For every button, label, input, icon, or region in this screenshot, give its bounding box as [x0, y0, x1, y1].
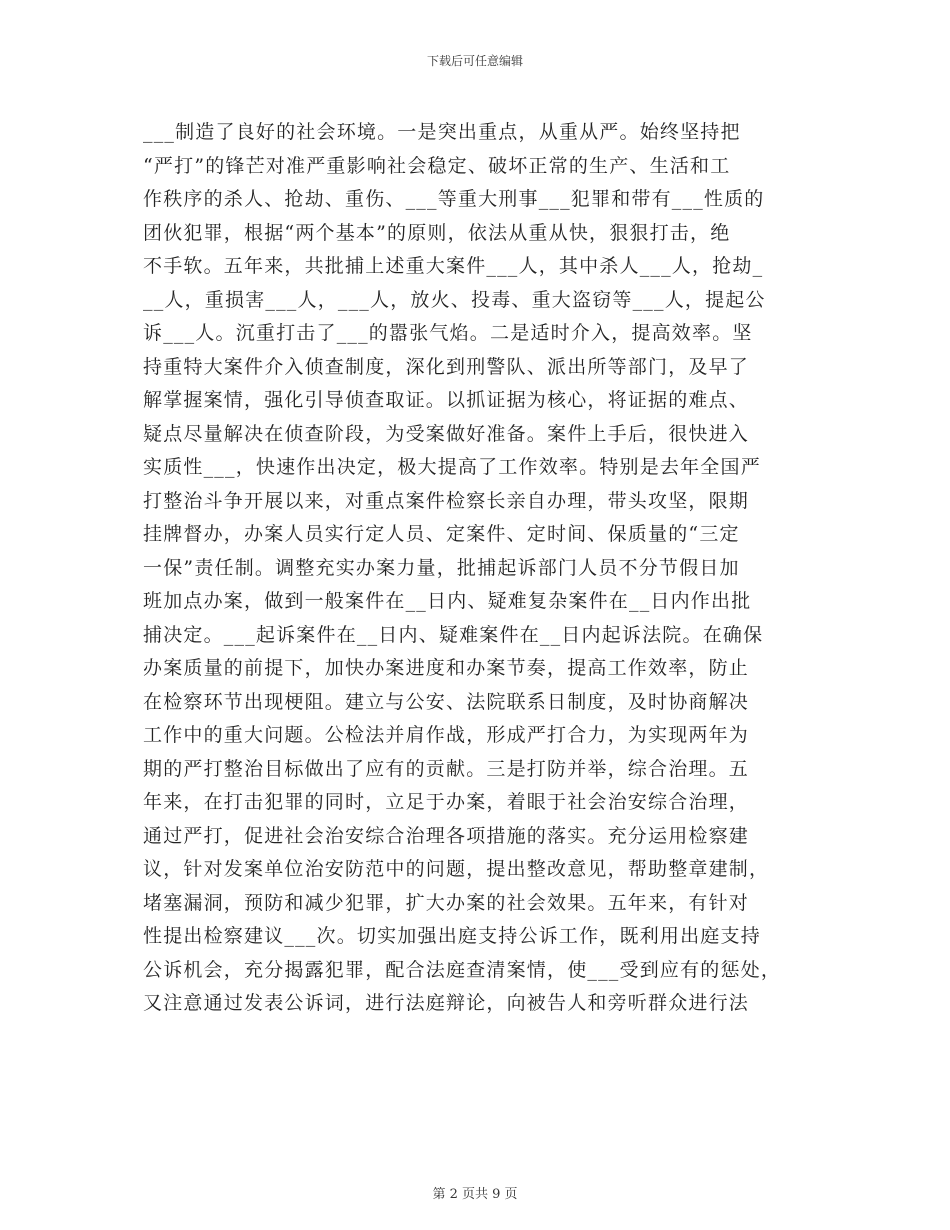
page-header: 下载后可任意编辑	[426, 54, 523, 68]
text-line: 办案质量的前提下，加快办案进度和办案节奏，提高工作效率，防止	[143, 657, 750, 679]
text-line: 不手软。五年来，共批捕上述重大案件___人，其中杀人___人，抢劫_	[143, 255, 764, 277]
document-body	[143, 116, 809, 1021]
text-line: 诉___人。沉重打击了___的嚣张气焰。二是适时介入，提高效率。坚	[143, 322, 753, 344]
text-line: 打整治斗争开展以来，对重点案件检察长亲自办理，带头攻坚，限期	[143, 489, 750, 512]
text-line: 通过严打，促进社会治安综合治理各项措施的落实。充分运用检察建	[143, 824, 750, 847]
text-line: 班加点办案，做到一般案件在__日内、疑难复杂案件在__日内作出批	[143, 590, 752, 612]
text-line: 又注意通过发表公诉词，进行法庭辩论，向被告人和旁听群众进行法	[143, 992, 750, 1014]
text-line: 议，针对发案单位治安防范中的问题，提出整改意见，帮助整章建制，	[143, 858, 770, 880]
text-line: 捕决定。___起诉案件在__日内、疑难案件在__日内起诉法院。在确保	[143, 623, 764, 646]
text-line: 公诉机会，充分揭露犯罪，配合法庭查清案情，使___受到应有的惩处，	[143, 958, 782, 981]
text-line: 年来，在打击犯罪的同时，立足于办案，着眼于社会治安综合治理，	[143, 791, 750, 813]
text-line: 堵塞漏洞，预防和减少犯罪，扩大办案的社会效果。五年来，有针对	[143, 891, 750, 914]
text-line: 挂牌督办，办案人员实行定人员、定案件、定时间、保质量的“三定	[143, 523, 740, 545]
text-line: 期的严打整治目标做出了应有的贡献。三是打防并举，综合治理。五	[143, 757, 750, 780]
text-line: 团伙犯罪，根据“两个基本”的原则，依法从重从快，狠狠打击，绝	[143, 221, 731, 244]
text-line: 一保”责任制。调整充实办案力量，批捕起诉部门人员不分节假日加	[143, 556, 740, 579]
text-line: __人，重损害___人，___人，放火、投毒、重大盗窃等___人，提起公	[143, 288, 766, 311]
text-line: “严打”的锋芒对准严重影响社会稳定、破坏正常的生产、生活和工	[143, 154, 731, 177]
text-line: 作秩序的杀人、抢劫、重伤、___等重大刑事___犯罪和带有___性质的	[143, 188, 765, 210]
text-line: 实质性___，快速作出决定，极大提高了工作效率。特别是去年全国严	[143, 456, 761, 478]
text-line: 工作中的重大问题。公检法并肩作战，形成严打合力，为实现两年为	[143, 724, 750, 746]
text-line: 疑点尽量解决在侦查阶段，为受案做好准备。案件上手后，很快进入	[143, 422, 750, 445]
text-line: 解掌握案情，强化引导侦查取证。以抓证据为核心，将证据的难点、	[143, 389, 750, 411]
text-line: 持重特大案件介入侦查制度，深化到刑警队、派出所等部门，及早了	[143, 355, 750, 378]
text-line: 在检察环节出现梗阻。建立与公安、法院联系日制度，及时协商解决	[143, 690, 750, 713]
text-line: ___制造了良好的社会环境。一是突出重点，从重从严。始终坚持把	[143, 121, 741, 143]
text-line: 性提出检察建议___次。切实加强出庭支持公诉工作，既利用出庭支持	[143, 925, 761, 947]
page-number: 第 2 页共 9 页	[432, 1187, 518, 1202]
